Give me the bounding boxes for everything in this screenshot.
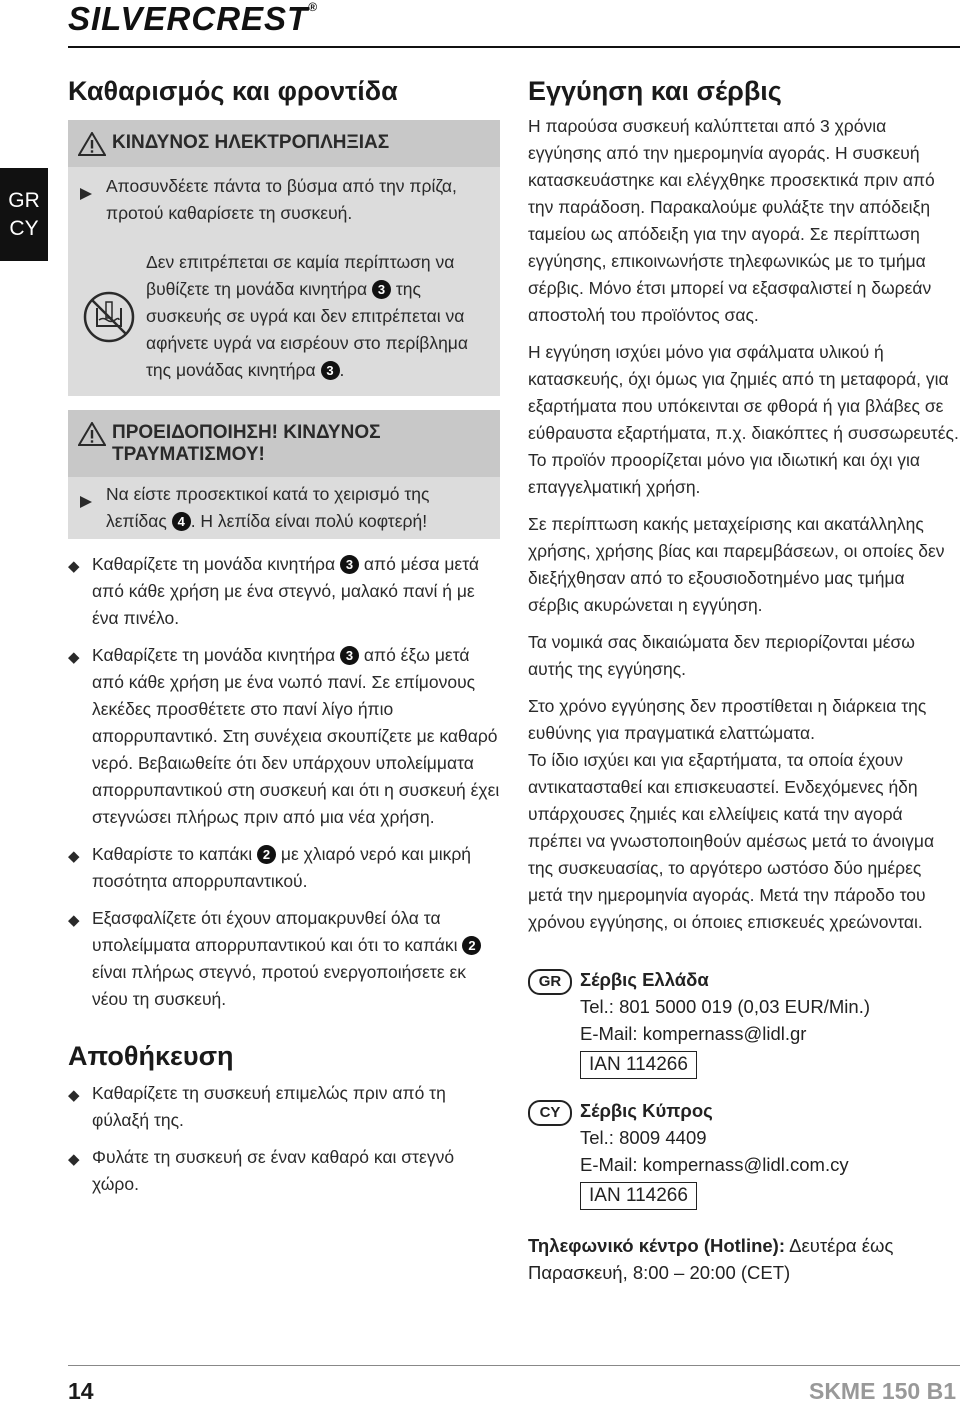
storage-step: ◆ Καθαρίζετε τη συσκευή επιμελώς πριν από τη φύλαξή της. [68, 1080, 500, 1134]
warranty-paragraph: Τα νομικά σας δικαιώματα δεν περιορίζονται μέσω αυτής της εγγύησης. [528, 632, 915, 679]
footer-rule [68, 1365, 960, 1366]
warranty-paragraph: Η παρούσα συσκευή καλύπτεται από 3 χρόνια εγγύησης από την ημερομηνία αγοράς. Η συσκευή κατασκευάστηκε και ελέγχθηκε προσεκτικά πριν από την παράδοση. Παρακαλούμε φυλάξτε την απόδειξη ταμείου ως απόδειξη για την αγορά. Σε περίπτωση εγγύησης, επικοινωνήστε τηλεφωνικώς με το τμήμα σέρβις. Μόνο έτσι μπορεί να εξασφαλιστεί η δωρεάν αποστολή του προϊόντος σας. [528, 116, 935, 325]
service-email: E-Mail: kompernass@lidl.com.cy [580, 1154, 849, 1175]
warning-item: Αποσυνδέετε πάντα το βύσμα από την πρίζα, προτού καθαρίσετε τη συσκευή. [80, 173, 488, 227]
cleaning-title: Καθαρισμός και φροντίδα [68, 76, 398, 106]
ian-number: IAN 114266 [580, 1051, 697, 1079]
injury-warning-box [68, 410, 500, 539]
hotline-info [528, 1232, 960, 1286]
country-badge: CY [528, 1097, 580, 1126]
warning-triangle-icon [78, 422, 106, 446]
cleaning-step: ◆ Εξασφαλίζετε ότι έχουν απομακρυνθεί όλα τα υπολείμματα απορρυπαντικού και ότι το καπάκι 2 είναι πλήρως στεγνό, προτού ενεργοποιήσετε εκ νέου τη συσκευή. [68, 905, 500, 1013]
part-number-badge: 2 [462, 936, 481, 955]
service-cyprus [528, 1097, 960, 1210]
warning-triangle-icon [78, 132, 106, 156]
part-number-badge: 3 [340, 555, 359, 574]
service-title: Σέρβις Ελλάδα [580, 969, 709, 990]
service-email: E-Mail: kompernass@lidl.gr [580, 1023, 807, 1044]
diamond-bullet-icon: ◆ [68, 912, 80, 929]
model-number: SKME 150 B1 [808, 1378, 956, 1404]
no-immersion-note: Δεν επιτρέπεται σε καμία περίπτωση να βυθίζετε τη μονάδα κινητήρα 3 της συσκευής σε υγρά και δεν επιτρέπεται να αφήνετε υγρά να εισρέουν στο περίβλημα της μονάδας κινητήρα 3 . [80, 249, 488, 384]
arrow-icon [80, 173, 106, 208]
warranty-paragraph: Σε περίπτωση κακής μεταχείρισης και ακατάλληλης χρήσης, χρήσης βίας και παρεμβάσεων, οι οποίες δεν διεξήχθησαν από το εξουσιοδοτημένο μας τμήμα σέρβις ακυρώνεται η εγγύηση. [528, 514, 945, 615]
no-immersion-icon [82, 290, 136, 344]
service-phone: Tel.: 801 5000 019 (0,03 EUR/Min.) [580, 996, 870, 1017]
service-title: Σέρβις Κύπρος [580, 1100, 713, 1121]
diamond-bullet-icon: ◆ [68, 1087, 80, 1104]
part-number-badge: 4 [172, 512, 191, 531]
warning-item: Να είστε προσεκτικοί κατά το χειρισμό της λεπίδας 4 . Η λεπίδα είναι πολύ κοφτερή! [80, 481, 488, 535]
diamond-bullet-icon: ◆ [68, 848, 80, 865]
warranty-title: Εγγύηση και σέρβις [528, 76, 782, 106]
hotline-label: Τηλεφωνικό κέντρο (Hotline): [528, 1235, 785, 1256]
injury-warning-header [68, 410, 500, 477]
cleaning-step: ◆ Καθαρίστε το καπάκι 2 με χλιαρό νερό και μικρή ποσότητα απορρυπαντικού. [68, 841, 500, 895]
part-number-badge: 3 [340, 646, 359, 665]
storage-title: Αποθήκευση [68, 1041, 234, 1071]
right-column [528, 76, 960, 1286]
injury-warning-body [68, 477, 500, 539]
part-number-badge: 3 [321, 361, 340, 380]
arrow-icon [80, 481, 106, 516]
cleaning-step: ◆ Καθαρίζετε τη μονάδα κινητήρα 3 από έξω μετά από κάθε χρήση με ένα νωπό πανί. Σε επίμονους λεκέδες προσθέτετε στο πανί λίγο ήπιο απορρυπαντικό. Στη συνέχεια σκουπίζετε με καθαρό νερό. Βεβαιωθείτε ότι δεν υπάρχουν υπολείμματα απορρυπαντικού στη συσκευή και ότι η συσκευή έχει στεγνώσει πλήρως πριν από μια νέα χρήση. [68, 642, 500, 831]
country-badge: GR [528, 966, 580, 995]
warranty-paragraph: Στο χρόνο εγγύησης δεν προστίθεται η διάρκεια της ευθύνης για πραγματικά ελαττώματα. [528, 696, 927, 743]
warranty-paragraph: Η εγγύηση ισχύει μόνο για σφάλματα υλικού ή κατασκευής, όχι όμως για ζημιές από τη μεταφορά, για εξαρτήματα που υπόκεινται σε φθορά ή για βλάβες σε εύθραυστα εξαρτήματα, π.χ. διακόπτες ή συσσωρευτές. Το προϊόν προορίζεται μόνο για ιδιωτική και όχι για επαγγελματική χρήση. [528, 342, 959, 497]
shock-warning-box [68, 120, 500, 396]
cleaning-step: ◆ Καθαρίζετε τη μονάδα κινητήρα 3 από μέσα μετά από κάθε χρήση με ένα στεγνό, μαλακό πανί ή με ένα πινέλο. [68, 551, 500, 632]
diamond-bullet-icon: ◆ [68, 558, 80, 575]
injury-warning-title: ΠΡΟΕΙΔΟΠΟΙΗΣΗ! ΚΙΝΔΥΝΟΣ ΤΡΑΥΜΑΤΙΣΜΟΥ! [112, 422, 381, 465]
storage-step: ◆ Φυλάτε τη συσκευή σε έναν καθαρό και στεγνό χώρο. [68, 1144, 500, 1198]
left-column [68, 76, 500, 1198]
brand-logo: SILVERCREST® [68, 0, 319, 37]
language-tab [0, 168, 48, 261]
ian-number: IAN 114266 [580, 1182, 697, 1210]
diamond-bullet-icon: ◆ [68, 649, 80, 666]
part-number-badge: 2 [257, 845, 276, 864]
hotline-hours: Δευτέρα έως Παρασκευή, 8:00 – 20:00 (CET) [528, 1235, 894, 1283]
lang-gr: GR [8, 188, 40, 212]
lang-cy: CY [9, 216, 39, 240]
shock-warning-body [68, 167, 500, 396]
service-greece [528, 966, 960, 1079]
header-rule [68, 46, 960, 48]
page-number: 14 [68, 1378, 94, 1404]
shock-warning-header [68, 120, 500, 167]
shock-warning-title: ΚΙΝΔΥΝΟΣ ΗΛΕΚΤΡΟΠΛΗΞΙΑΣ [112, 132, 390, 153]
part-number-badge: 3 [372, 280, 391, 299]
warranty-paragraph: Το ίδιο ισχύει και για εξαρτήματα, τα οποία έχουν αντικατασταθεί και επισκευαστεί. Ενδεχόμενες ήδη υπάρχουσες ζημιές και ελλείψεις κατά την αγορά πρέπει να γνωστοποιηθούν αμέσως μετά το άνοιγμα της συσκευασίας, το αργότερο ωστόσο δύο ημέρες μετά την ημερομηνία αγοράς. Μετά την πάροδο του χρόνου εγγύησης, οι όποιες επισκευές χρεώνονται. [528, 750, 935, 932]
diamond-bullet-icon: ◆ [68, 1151, 80, 1168]
service-phone: Tel.: 8009 4409 [580, 1127, 707, 1148]
